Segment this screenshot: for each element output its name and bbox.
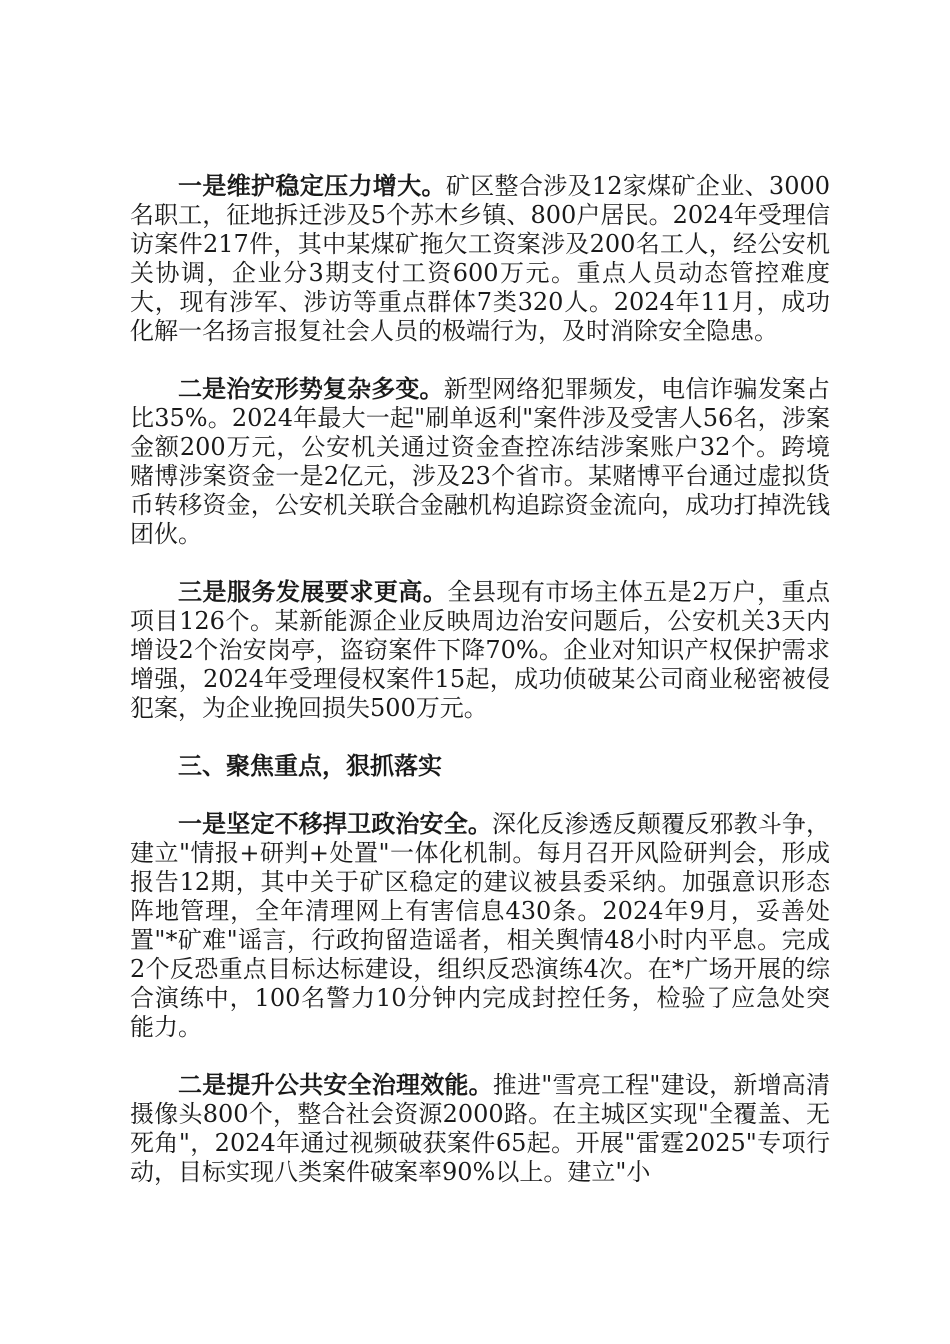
paragraph-text: 新型网络犯罪频发，电信诈骗发案占比35%。2024年最大一起"刷单返利"案件涉及受害人56名，涉案金额200万元，公安机关通过资金查控冻结涉案账户32个。跨境赌博涉案资金一是2亿元，涉及23个省市。某赌博平台通过虚拟货币转移资金，公安机关联合金融机构追踪资金流向，成功打掉洗钱团伙。 <box>130 375 831 548</box>
paragraph-lead: 二是治安形势复杂多变。 <box>178 375 444 403</box>
paragraph-political-security <box>130 810 830 1042</box>
paragraph-text: 深化反渗透反颠覆反邪教斗争，建立"情报+研判+处置"一体化机制。每月召开风险研判会，形成报告12期，其中关于矿区稳定的建议被县委采纳。加强意识形态阵地管理，全年清理网上有害信息430条。2024年9月，妥善处置"*矿难"谣言，行政拘留造谣者，相关舆情48小时内平息。完成2个反恐重点目标达标建设，组织反恐演练4次。在*广场开展的综合演练中，100名警力10分钟内完成封控任务，检验了应急处突能力。 <box>130 810 830 1041</box>
paragraph-text: 矿区整合涉及12家煤矿企业、3000名职工，征地拆迁涉及5个苏木乡镇、800户居民。2024年受理信访案件217件，其中某煤矿拖欠工资案涉及200名工人，经公安机关协调，企业分3期支付工资600万元。重点人员动态管控难度大，现有涉军、涉访等重点群体7类320人。2024年11月，成功化解一名扬言报复社会人员的极端行为，及时消除安全隐患。 <box>130 172 830 345</box>
paragraph-public-safety <box>130 1071 830 1187</box>
document-body <box>130 172 830 1216</box>
paragraph-text: 全县现有市场主体五是2万户，重点项目126个。某新能源企业反映周边治安问题后，公安机关3天内增设2个治安岗亭，盗窃案件下降70%。企业对知识产权保护需求增强，2024年受理侵权案件15起，成功侦破某公司商业秘密被侵犯案，为企业挽回损失500万元。 <box>130 578 830 722</box>
paragraph-public-order <box>130 375 830 549</box>
paragraph-lead: 三是服务发展要求更高。 <box>178 578 448 606</box>
paragraph-text: 推进"雪亮工程"建设，新增高清摄像头800个，整合社会资源2000路。在主城区实现"全覆盖、无死角"，2024年通过视频破获案件65起。开展"雷霆2025"专项行动，目标实现八类案件破案率90%以上。建立"小 <box>130 1071 831 1186</box>
paragraph-service-development <box>130 578 830 723</box>
section-heading: 三、聚焦重点，狠抓落实 <box>178 752 442 780</box>
paragraph-lead: 一是维护稳定压力增大。 <box>178 172 446 200</box>
paragraph-stability-pressure <box>130 172 830 346</box>
paragraph-lead: 一是坚定不移捍卫政治安全。 <box>178 810 492 838</box>
paragraph-lead: 二是提升公共安全治理效能。 <box>178 1071 493 1099</box>
